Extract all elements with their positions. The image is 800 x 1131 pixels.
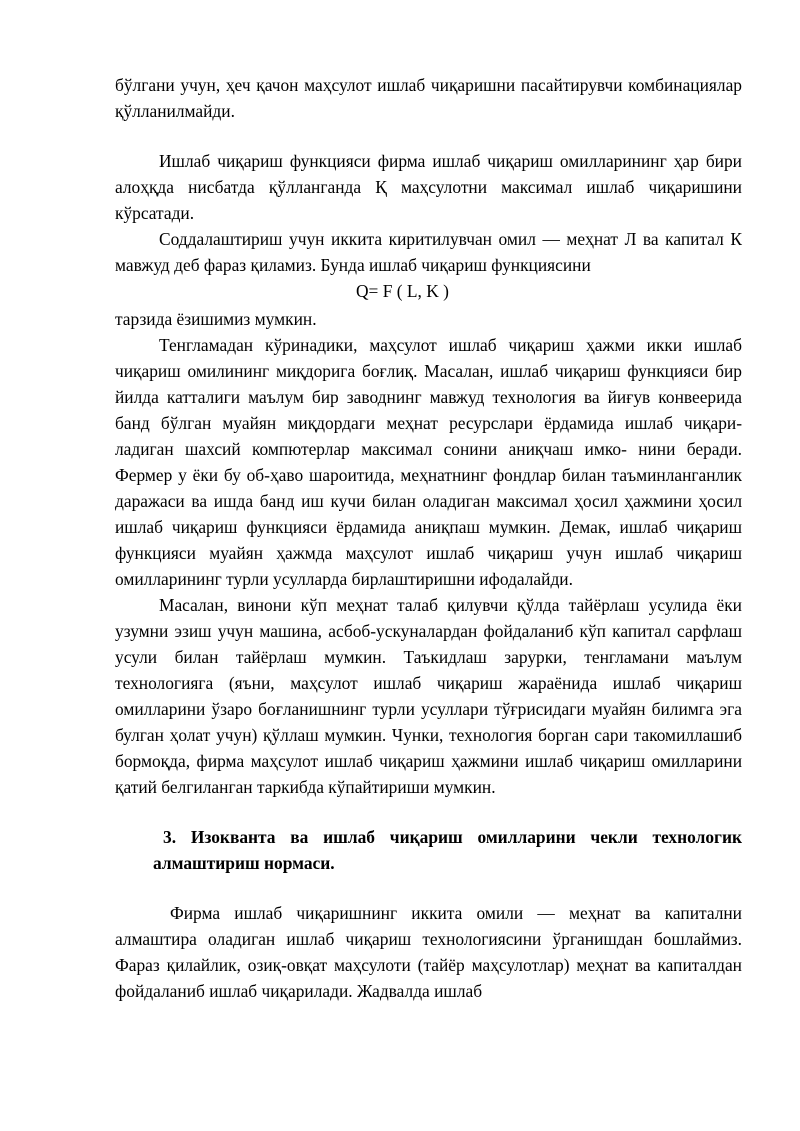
section-heading: [153, 824, 742, 876]
paragraph-after-formula: тарзида ёзишимиз мумкин.: [115, 309, 317, 329]
paragraph-production-function: Ишлаб чиқариш функцияси фирма ишлаб чиқариш омилларининг ҳар бири алоҳқда нисбатда қўлланганда Қ маҳсулотни максимал ишлаб чиқаришини кўрсатади.: [115, 151, 742, 223]
document-page: [115, 72, 742, 1004]
paragraph-simplify: Соддалаштириш учун иккита киритилувчан омил — меҳнат Л ва капитал К мавжуд деб фараз қиламиз. Бунда ишлаб чиқариш функциясини: [115, 229, 742, 275]
paragraph-wine-example: Масалан, винони кўп меҳнат талаб қилувчи қўлда тайёрлаш усулида ёки узумни эзиш учун машина, асбоб-ускуналардан фойдаланиб кўп капитал сарфлаш усули билан тайёрлаш мумкин. Таъкидлаш зарурки, тенгламани маълум технологияга (яъни, маҳсулот ишлаб чиқариш жараёнида ишлаб чиқариш омилларини ўзаро боғланишнинг турли усуллари тўғрисидаги муайян билимга эга булган ҳолат учун) қўллаш мумкин. Чунки, технология борган сари такомиллашиб бормоқда, фирма маҳсулот ишлаб чиқариш ҳажмини ишлаб чиқариш омилларини қатий белгиланган таркибда кўпайтириши мумкин.: [115, 595, 742, 797]
paragraph-continuation: бўлгани учун, ҳеч қачон маҳсулот ишлаб чиқаришни пасайтирувчи комбинациялар қўлланилмайди.: [115, 75, 742, 121]
formula: Q= F ( L, K ): [356, 281, 449, 301]
paragraph-equation-shows: Тенгламадан кўринадики, маҳсулот ишлаб чиқариш ҳажми икки ишлаб чиқариш омилининг миқдорига боғлиқ. Масалан, ишлаб чиқариш функцияси бир йилда катталиги маълум бир заводнинг мавжуд технология ва йиғув конвеерида банд бўлган муайян миқдордаги меҳнат ресурслари ёрдамида ишлаб чиқари- ладиган шахсий компютерлар максимал сонини аниқчаш имко- нини беради. Фермер у ёки бу об-ҳаво шароитида, меҳнатнинг фондлар билан таъминланганлик даражаси ва ишда банд иш кучи билан оладиган максимал ҳосил ҳажмини ҳосил ишлаб чиқариш функцияси ёрдамида аниқпаш мумкин. Демак, ишлаб чиқариш функцияси муайян ҳажмда маҳсулот ишлаб чиқариш учун ишлаб чиқариш омилларининг турли усулларда бирлаштиришни ифодалайди.: [115, 335, 742, 589]
section-heading-text: 3. Изокванта ва ишлаб чиқариш омилларини чекли технологик алмаштириш нормаси.: [153, 827, 742, 873]
paragraph-final: Фирма ишлаб чиқаришнинг иккита омили — меҳнат ва капитални алмаштира оладиган ишлаб чиқариш технологиясини ўрганишдан бошлаймиз. Фараз қилайлик, озиқ-овқат маҳсулоти (тайёр маҳсулотлар) меҳнат ва капиталдан фойдаланиб ишлаб чиқарилади. Жадвалда ишлаб: [115, 903, 742, 1001]
